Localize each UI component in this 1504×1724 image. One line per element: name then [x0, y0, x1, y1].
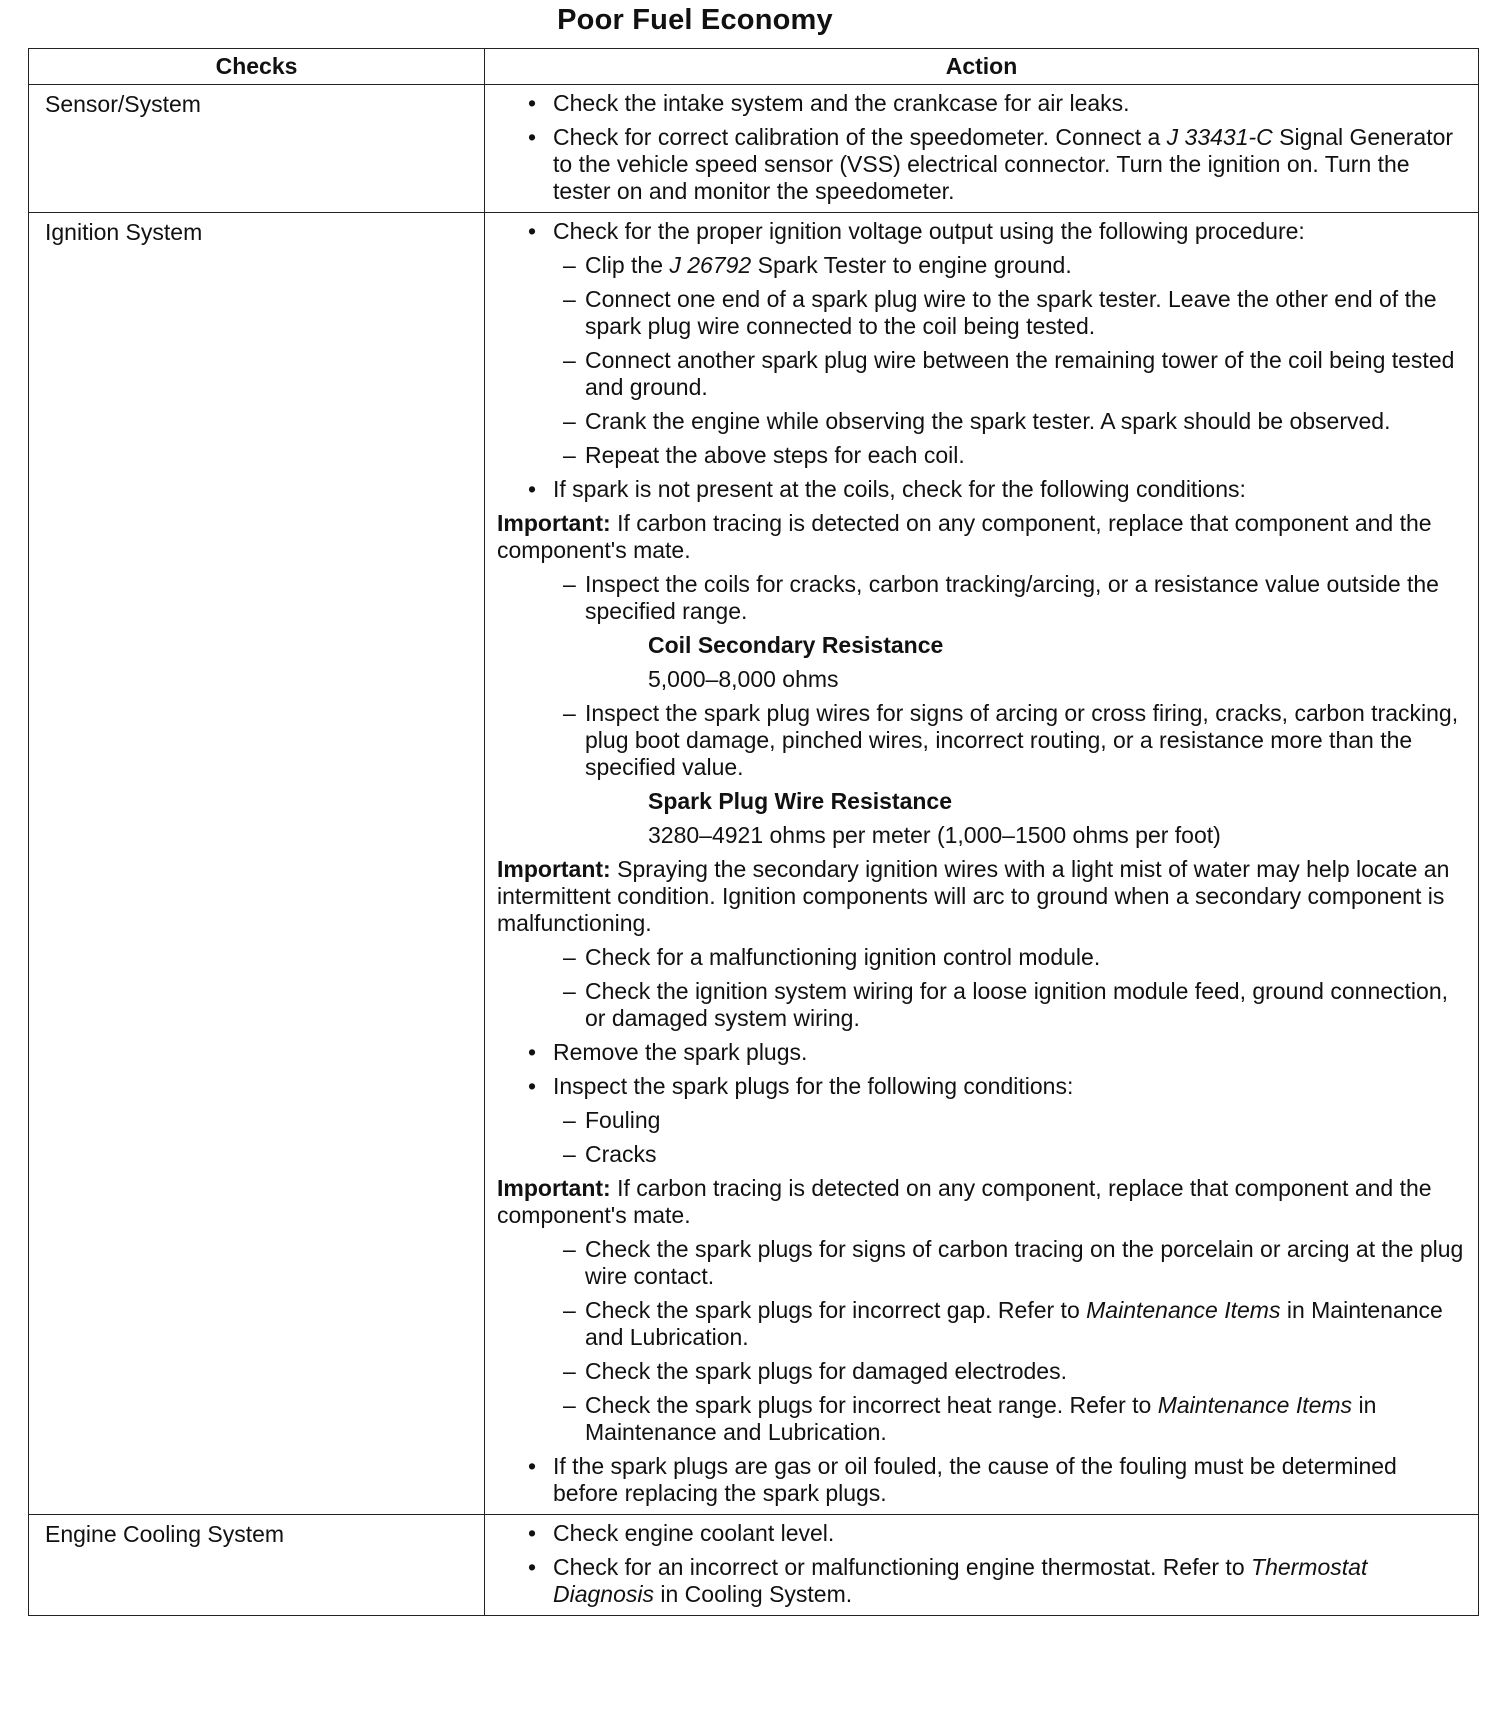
reference-text: Thermostat Diagnosis — [553, 1554, 1368, 1607]
text-run: Check for correct calibration of the speedometer. Connect a — [553, 124, 1167, 150]
check-cell: Engine Cooling System — [29, 1515, 485, 1616]
dash-item — [495, 408, 1468, 435]
table-row — [29, 1515, 1479, 1616]
important-note — [495, 1175, 1468, 1229]
bullet-item — [495, 1073, 1468, 1100]
dash-item — [495, 1392, 1468, 1446]
text-run: Check for an incorrect or malfunctioning engine thermostat. Refer to — [553, 1554, 1252, 1580]
dash-item — [495, 571, 1468, 625]
reference-text: Maintenance Items — [1086, 1297, 1281, 1323]
text-run: Remove the spark plugs. — [553, 1039, 808, 1065]
spec-value — [495, 822, 1468, 849]
table-header-row — [29, 49, 1479, 85]
text-run: If the spark plugs are gas or oil fouled, the cause of the fouling must be determined before replacing the spark plugs. — [553, 1453, 1397, 1506]
check-cell: Ignition System — [29, 213, 485, 1515]
spec-name — [495, 788, 1468, 815]
text-run: Inspect the spark plug wires for signs of arcing or cross firing, cracks, carbon tracking, plug boot damage, pinched wires, incorrect routing, or a resistance more than the specified value. — [585, 700, 1459, 780]
reference-text: J 33431-C — [1166, 124, 1273, 150]
spec-name — [495, 632, 1468, 659]
text-run: Check engine coolant level. — [553, 1520, 835, 1546]
dash-item — [495, 978, 1468, 1032]
bullet-item — [495, 90, 1468, 117]
dash-item — [495, 700, 1468, 781]
text-run: Inspect the coils for cracks, carbon tracking/arcing, or a resistance value outside the specified range. — [585, 571, 1439, 624]
dash-item — [495, 1107, 1468, 1134]
action-cell — [485, 213, 1479, 1515]
action-cell — [485, 1515, 1479, 1616]
bullet-item — [495, 1520, 1468, 1547]
text-run: Spark Tester to engine ground. — [751, 252, 1072, 278]
text-run: Check the intake system and the crankcase for air leaks. — [553, 90, 1130, 116]
text-run: 3280–4921 ohms per meter (1,000–1500 ohms per foot) — [648, 822, 1221, 848]
text-run: Crank the engine while observing the spark tester. A spark should be observed. — [585, 408, 1391, 434]
text-run: Inspect the spark plugs for the following conditions: — [553, 1073, 1074, 1099]
action-column-header: Action — [485, 49, 1479, 85]
bullet-item — [495, 124, 1468, 205]
check-cell: Sensor/System — [29, 85, 485, 213]
action-cell — [485, 85, 1479, 213]
text-run: Spark Plug Wire Resistance — [648, 788, 953, 814]
text-run: Check the ignition system wiring for a loose ignition module feed, ground connection, or damaged system wiring. — [585, 978, 1448, 1031]
dash-item — [495, 347, 1468, 401]
text-run: Check the spark plugs for incorrect heat range. Refer to — [585, 1392, 1158, 1418]
bullet-item — [495, 1554, 1468, 1608]
text-run: If spark is not present at the coils, check for the following conditions: — [553, 476, 1246, 502]
text-run: Spraying the secondary ignition wires with a light mist of water may help locate an intermittent condition. Ignition components will arc to ground when a secondary component is malfunctioning. — [497, 856, 1450, 936]
important-label: Important: — [497, 1175, 611, 1201]
dash-item — [495, 944, 1468, 971]
text-run: in Cooling System. — [654, 1581, 853, 1607]
important-note — [495, 510, 1468, 564]
table-row — [29, 213, 1479, 1515]
dash-item — [495, 1141, 1468, 1168]
text-run: Check the spark plugs for damaged electrodes. — [585, 1358, 1067, 1384]
page-title: Poor Fuel Economy — [557, 4, 833, 36]
dash-item — [495, 1358, 1468, 1385]
text-run: 5,000–8,000 ohms — [648, 666, 839, 692]
text-run: Coil Secondary Resistance — [648, 632, 944, 658]
text-run: If carbon tracing is detected on any component, replace that component and the component's mate. — [497, 1175, 1432, 1228]
text-run: Check for the proper ignition voltage output using the following procedure: — [553, 218, 1305, 244]
text-run: Repeat the above steps for each coil. — [585, 442, 965, 468]
text-run: Check for a malfunctioning ignition control module. — [585, 944, 1101, 970]
text-run: Check the spark plugs for signs of carbon tracing on the porcelain or arcing at the plug wire contact. — [585, 1236, 1464, 1289]
table-row — [29, 85, 1479, 213]
text-run: Clip the — [585, 252, 670, 278]
text-run: in Maintenance and Lubrication. — [585, 1392, 1377, 1445]
dash-item — [495, 1297, 1468, 1351]
important-label: Important: — [497, 510, 611, 536]
important-note — [495, 856, 1468, 937]
checks-column-header: Checks — [29, 49, 485, 85]
bullet-item — [495, 1039, 1468, 1066]
diagnosis-table — [28, 48, 1479, 1616]
text-run: Check the spark plugs for incorrect gap. Refer to — [585, 1297, 1087, 1323]
dash-item — [495, 442, 1468, 469]
dash-item — [495, 252, 1468, 279]
reference-text: J 26792 — [669, 252, 752, 278]
text-run: Cracks — [585, 1141, 657, 1167]
text-run: If carbon tracing is detected on any component, replace that component and the component's mate. — [497, 510, 1432, 563]
spec-value — [495, 666, 1468, 693]
dash-item — [495, 286, 1468, 340]
text-run: Connect one end of a spark plug wire to the spark tester. Leave the other end of the spark plug wire connected to the coil being tested. — [585, 286, 1437, 339]
bullet-item — [495, 1453, 1468, 1507]
dash-item — [495, 1236, 1468, 1290]
text-run: in Maintenance and Lubrication. — [585, 1297, 1443, 1350]
important-label: Important: — [497, 856, 611, 882]
bullet-item — [495, 218, 1468, 245]
bullet-item — [495, 476, 1468, 503]
text-run: Signal Generator to the vehicle speed sensor (VSS) electrical connector. Turn the ignition on. Turn the tester on and monitor the speedometer. — [553, 124, 1454, 204]
text-run: Connect another spark plug wire between the remaining tower of the coil being tested and ground. — [585, 347, 1455, 400]
reference-text: Maintenance Items — [1157, 1392, 1353, 1418]
text-run: Fouling — [585, 1107, 661, 1133]
